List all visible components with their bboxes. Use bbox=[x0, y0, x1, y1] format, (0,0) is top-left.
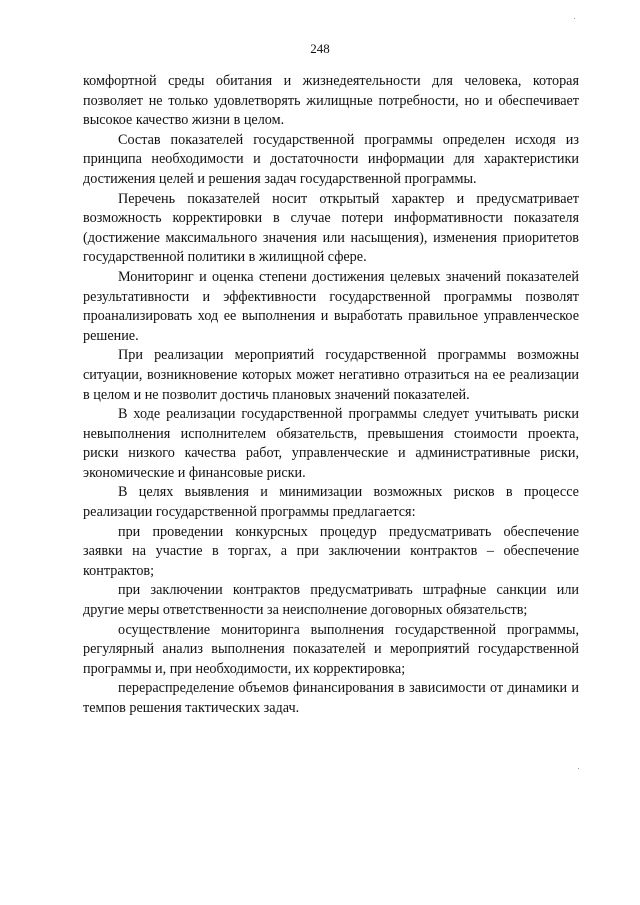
list-item-redistribution: перераспределение объемов финансирования в зависимости от динамики и темпов решения тактических задач. bbox=[83, 680, 579, 716]
paragraph-risk-measures-intro: В целях выявления и минимизации возможных рисков в процессе реализации государственной программы предлагается: bbox=[83, 484, 579, 521]
paragraph-indicators-composition: Состав показателей государственной программы определен исходя из принципа необходимости и достаточности информации для характеристики достижения целей и решения задач государственной программы. bbox=[83, 131, 579, 187]
paragraph-risks: В ходе реализации государственной программы следует учитывать риски невыполнения исполнителем обязательств, превышения стоимости проекта, риски низкого качества работ, управленческие и административные риски, экономические и финансовые риски. bbox=[83, 406, 579, 481]
list-item-monitoring: осуществление мониторинга выполнения государственной программы, регулярный анализ выполнения показателей и мероприятий государственной программы и, при необходимости, их корректировка; bbox=[83, 621, 579, 677]
scan-speck bbox=[574, 18, 575, 19]
paragraph-continuation: комфортной среды обитания и жизнедеятельности для человека, которая позволяет не только удовлетворять жилищные потребности, но и обеспечивает высокое качество жизни в целом. bbox=[83, 73, 579, 129]
list-item-penalties: при заключении контрактов предусматривать штрафные санкции или другие меры ответственности за неисполнение договорных обязательств; bbox=[83, 582, 579, 619]
paragraph-situations: При реализации мероприятий государственной программы возможны ситуации, возникновение которых может негативно отразиться на ее реализации в целом и не позволит достичь плановых значений показателей. bbox=[83, 347, 579, 403]
list-item-tender-security: при проведении конкурсных процедур предусматривать обеспечение заявки на участие в торгах, а при заключении контрактов – обеспечение контрактов; bbox=[83, 523, 579, 579]
scan-speck bbox=[578, 768, 579, 769]
document-body bbox=[83, 72, 579, 719]
paragraph-indicators-list: Перечень показателей носит открытый характер и предусматривает возможность корректировки в случае потери информативности показателя (достижение максимального значения или насыщения), изменения приоритетов государственной политики в жилищной сфере. bbox=[83, 190, 579, 266]
paragraph-monitoring: Мониторинг и оценка степени достижения целевых значений показателей результативности и эффективности государственной программы позволят проанализировать ход ее выполнения и выработать правильное управленческое решение. bbox=[83, 268, 579, 344]
page-number: 248 bbox=[310, 41, 330, 56]
